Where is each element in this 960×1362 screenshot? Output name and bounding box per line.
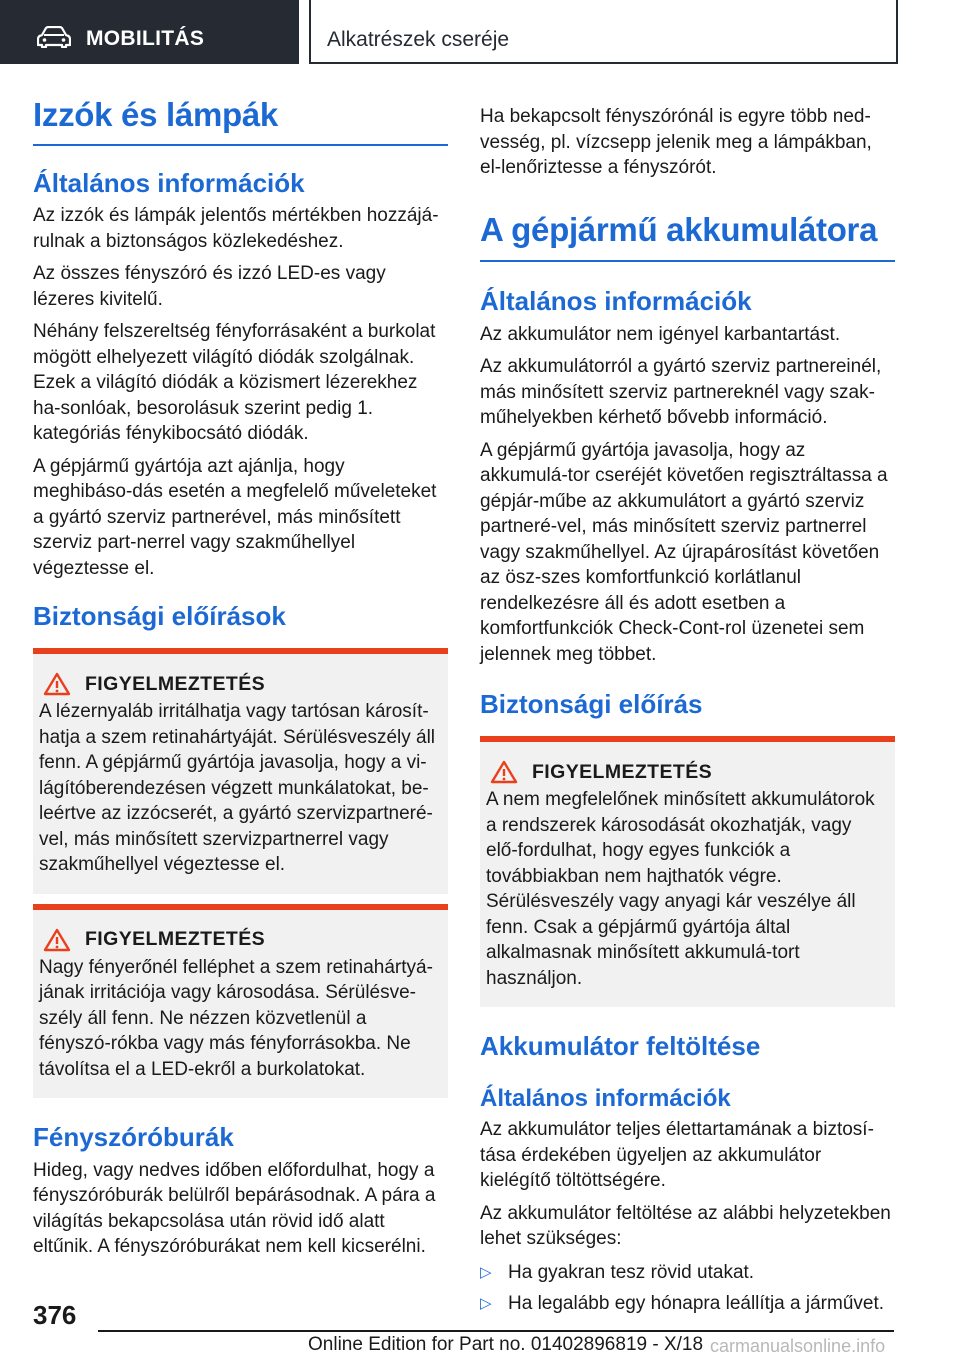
paragraph: Az izzók és lámpák jelentős mértékben hozzájá-rulnak a biztonságos közlekedéshez. bbox=[33, 205, 439, 252]
heading-general-info: Általános információk bbox=[480, 286, 752, 317]
heading-bulbs-lamps: Izzók és lámpák bbox=[33, 96, 448, 146]
paragraph: Hideg, vagy nedves időben előfordulhat, hogy a fényszóróburák belülről bepárásodnak. A pára a világítás bekapcsolása után rövid idő alatt eltűnik. A fényszóróburákat nem kell kicserélni. bbox=[33, 1159, 436, 1257]
watermark: carmanualsonline.info bbox=[710, 1336, 886, 1356]
list-item bbox=[480, 1260, 895, 1286]
warning-title: FIGYELMEZTETÉS bbox=[85, 928, 266, 951]
list-item bbox=[480, 1291, 895, 1317]
paragraph: Az akkumulátor teljes élettartamának a biztosí-tása érdekében ügyeljen az akkumulátor kielégítő töltöttségére. bbox=[480, 1119, 874, 1192]
list-item-text: Ha gyakran tesz rövid utakat. bbox=[508, 1261, 755, 1283]
paragraph: Az összes fényszóró és izzó LED-es vagy lézeres kivitelű. bbox=[33, 263, 386, 310]
triangle-bullet-icon: ▷ bbox=[480, 1263, 492, 1281]
edition-text: Online Edition for Part no. 01402896819 - X/18 bbox=[308, 1334, 704, 1355]
heading-safety-rule: Biztonsági előírás bbox=[480, 689, 703, 720]
warning-text: Nagy fényerőnél felléphet a szem retinahártyá-jának irritációja vagy károsodása. Sérülésve-szély áll fenn. Ne nézzen közvetlenül a fényszó-rókba vagy más fényforrásokba. Ne távolítsa el a LED-ekről a burkolatokat. bbox=[39, 956, 433, 1080]
paragraph: A gépjármű gyártója javasolja, hogy az akkumulá-tor cseréjét követően regisztráltassa a gépjár-műbe az akkumulátort a gyártó szerviz partneré-vel, más minősített szerviz partnerrel vagy szakműhellyel. Az újrapárosítást követően az ösz-szes komfortfunkció korlátlanul rendelkezésre áll és adott esetben a komfortfunkciók Check-Cont-rol üzenetei sem jelennek meg többet. bbox=[480, 439, 888, 665]
warning-box bbox=[33, 648, 448, 894]
warning-text: A nem megfelelőnek minősített akkumulátorok a rendszerek károsodását okozhatják, vagy elő-fordulhat, hogy egyes funkciók a továbbiakban nem hajthatók végre. Sérülésveszély vagy anyagi kár veszélye áll fenn. Csak a gépjármű gyártója által alkalmasnak minősített akkumulá-tort használjon. bbox=[486, 789, 875, 989]
paragraph: Ha bekapcsolt fényszórónál is egyre több ned-vesség, pl. vízcsepp jelenik meg a lámpákban, el-lenőriztesse a fényszórót. bbox=[480, 106, 872, 178]
heading-battery-charging: Akkumulátor feltöltése bbox=[480, 1031, 761, 1062]
heading-headlight-covers: Fényszóróburák bbox=[33, 1122, 234, 1153]
heading-safety-rules: Biztonsági előírások bbox=[33, 601, 286, 632]
warning-title: FIGYELMEZTETÉS bbox=[85, 672, 266, 695]
warning-header bbox=[39, 928, 438, 952]
warning-triangle-icon bbox=[43, 928, 71, 952]
triangle-bullet-icon: ▷ bbox=[480, 1295, 492, 1313]
subheading-general-info: Általános információk bbox=[480, 1084, 731, 1112]
heading-vehicle-battery: A gépjármű akkumulátora bbox=[480, 211, 895, 263]
footer-divider bbox=[98, 1330, 894, 1332]
page-number: 376 bbox=[33, 1300, 77, 1330]
section-title: Alkatrészek cseréje bbox=[327, 28, 510, 51]
warning-title: FIGYELMEZTETÉS bbox=[532, 760, 713, 783]
car-icon bbox=[37, 26, 71, 48]
right-column bbox=[480, 104, 895, 1317]
section-header bbox=[309, 0, 898, 64]
list-item-text: Ha legalább egy hónapra leállítja a járművet. bbox=[508, 1293, 885, 1315]
paragraph: Az akkumulátor nem igényel karbantartást. bbox=[480, 323, 841, 345]
paragraph: Az akkumulátor feltöltése az alábbi helyzetekben lehet szükséges: bbox=[480, 1202, 891, 1250]
warning-triangle-icon bbox=[490, 760, 518, 784]
warning-header bbox=[39, 672, 438, 696]
paragraph: A gépjármű gyártója azt ajánlja, hogy meghibáso-dás esetén a megfelelő műveleteket a gyártó szerviz partnerével, más minősített szerviz part-nerrel vagy szakműhellyel végeztesse el. bbox=[33, 455, 437, 579]
warning-header bbox=[486, 760, 885, 784]
chapter-tab bbox=[0, 0, 299, 64]
bullet-list bbox=[480, 1260, 895, 1317]
warning-box bbox=[480, 736, 895, 1007]
warning-box bbox=[33, 904, 448, 1099]
warning-text: A lézernyaláb irritálhatja vagy tartósan károsít-hatja a szem retinahártyáját. Sérülésveszély áll fenn. A gépjármű gyártója javasolja, hogy a vi-lágítóberendezésen végzett munkálatokat, be-leértve az izzócserét, a gyártó szervizpartneré-vel, más minősített szervizpartnerrel vagy szakműhellyel végeztesse el. bbox=[39, 701, 436, 876]
paragraph: Az akkumulátorról a gyártó szerviz partnereinél, más minősített szerviz partnereknél vagy szak-műhelyekben kérhető bővebb információ. bbox=[480, 356, 882, 429]
chapter-label: MOBILITÁS bbox=[86, 27, 205, 50]
heading-general-info: Általános információk bbox=[33, 167, 305, 198]
paragraph: Néhány felszereltség fényforrásaként a burkolat mögött elhelyezett világító diódák szolgálnak. Ezek a világító diódák a közismert lézerekhez ha-sonlóak, besorolásuk szerint pedig 1. kategóriás fénykibocsátó diódák. bbox=[33, 321, 436, 445]
warning-triangle-icon bbox=[43, 672, 71, 696]
left-column bbox=[33, 96, 448, 1260]
